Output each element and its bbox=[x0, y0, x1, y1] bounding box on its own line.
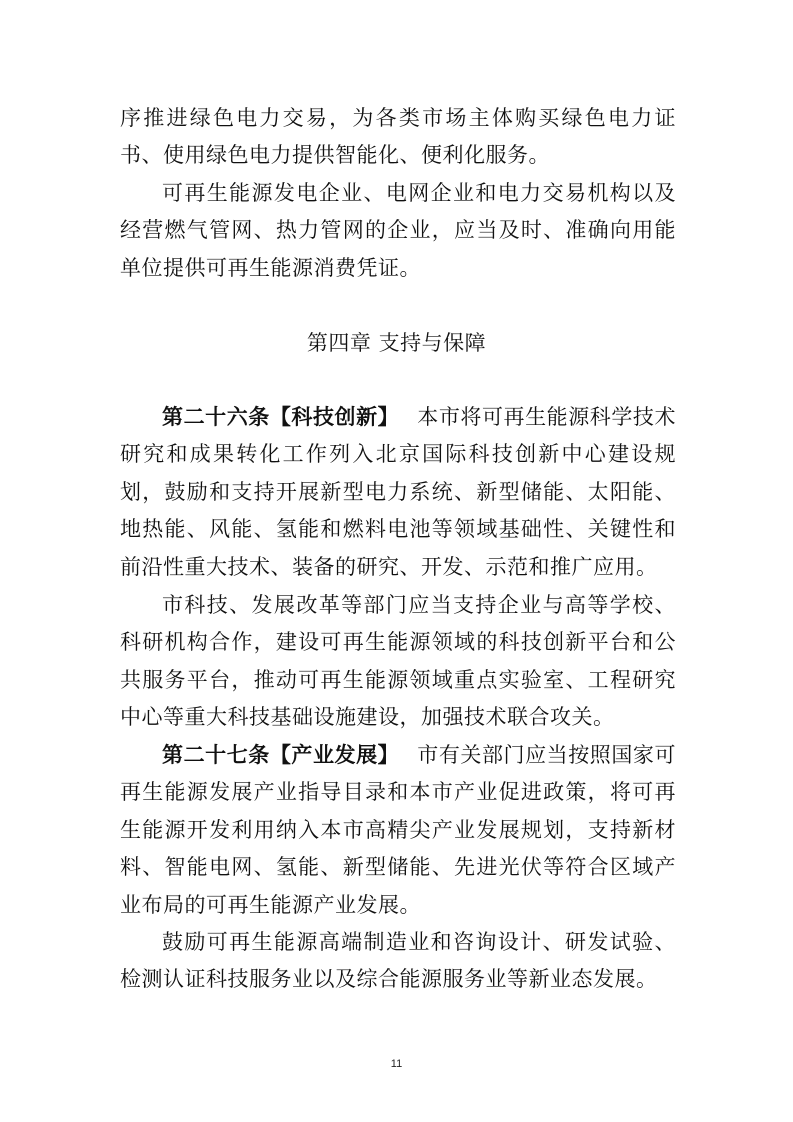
continuation-paragraph: 序推进绿色电力交易，为各类市场主体购买绿色电力证书、使用绿色电力提供智能化、便利化服务。 bbox=[120, 106, 676, 168]
article-27-heading: 第二十七条【产业发展】 bbox=[162, 743, 400, 767]
article-26-heading: 第二十六条【科技创新】 bbox=[162, 405, 400, 429]
article-26-paragraph bbox=[120, 399, 676, 586]
paragraph-consumption-certificate: 可再生能源发电企业、电网企业和电力交易机构以及经营燃气管网、热力管网的企业，应当及时、准确向用能单位提供可再生能源消费凭证。 bbox=[120, 181, 676, 280]
chapter-title: 第四章 支持与保障 bbox=[306, 331, 487, 355]
article-27-body: 市有关部门应当按照国家可再生能源发展产业指导目录和本市产业促进政策，将可再生能源开发利用纳入本市高精尖产业发展规划，支持新材料、智能电网、氢能、新型储能、先进光伏等符合区域产业布局的可再生能源产业发展。 bbox=[120, 743, 677, 917]
article-27-paragraph-2: 鼓励可再生能源高端制造业和咨询设计、研发试验、检测认证科技服务业以及综合能源服务业等新业态发展。 bbox=[120, 930, 676, 992]
article-26-body: 本市将可再生能源科学技术研究和成果转化工作列入北京国际科技创新中心建设规划，鼓励和支持开展新型电力系统、新型储能、太阳能、地热能、风能、氢能和燃料电池等领域基础性、关键性和前沿性重大技术、装备的研究、开发、示范和推广应用。 bbox=[120, 405, 677, 579]
article-26-paragraph-2: 市科技、发展改革等部门应当支持企业与高等学校、科研机构合作，建设可再生能源领域的科技创新平台和公共服务平台，推动可再生能源领域重点实验室、工程研究中心等重大科技基础设施建设，加强技术联合攻关。 bbox=[120, 593, 676, 730]
article-27-paragraph bbox=[120, 737, 676, 924]
page-number: 11 bbox=[390, 1058, 403, 1070]
